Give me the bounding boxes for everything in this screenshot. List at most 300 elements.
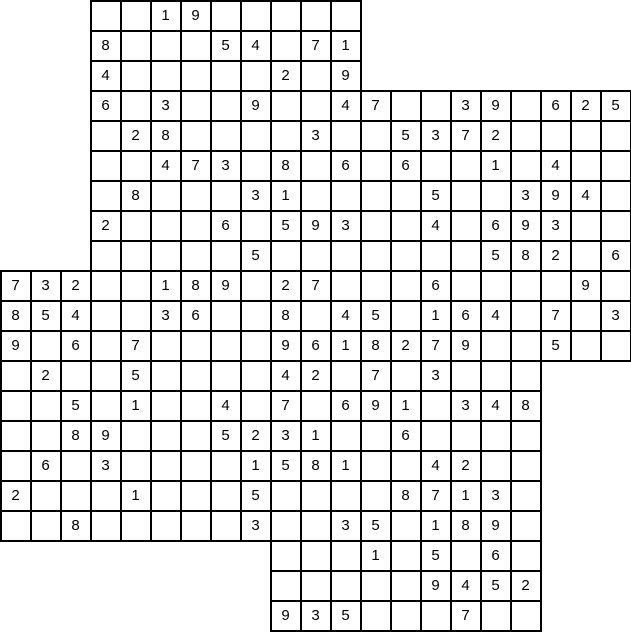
sudoku-cell[interactable] <box>421 91 451 121</box>
sudoku-cell[interactable] <box>121 1 151 31</box>
sudoku-cell[interactable]: 9 <box>571 271 601 301</box>
sudoku-cell[interactable] <box>91 391 121 421</box>
sudoku-cell[interactable]: 9 <box>421 571 451 601</box>
sudoku-cell[interactable]: 6 <box>481 541 511 571</box>
sudoku-cell[interactable] <box>91 151 121 181</box>
sudoku-cell[interactable]: 4 <box>271 361 301 391</box>
sudoku-cell[interactable]: 2 <box>541 241 571 271</box>
sudoku-cell[interactable] <box>181 91 211 121</box>
sudoku-cell[interactable] <box>121 451 151 481</box>
sudoku-cell[interactable]: 8 <box>151 121 181 151</box>
sudoku-cell[interactable]: 5 <box>241 481 271 511</box>
sudoku-cell[interactable] <box>361 481 391 511</box>
sudoku-cell[interactable] <box>421 391 451 421</box>
sudoku-cell[interactable] <box>301 301 331 331</box>
sudoku-cell[interactable] <box>391 301 421 331</box>
sudoku-cell[interactable]: 3 <box>31 271 61 301</box>
sudoku-cell[interactable]: 1 <box>361 541 391 571</box>
sudoku-cell[interactable] <box>301 61 331 91</box>
sudoku-cell[interactable]: 9 <box>481 511 511 541</box>
sudoku-cell[interactable]: 1 <box>331 451 361 481</box>
sudoku-cell[interactable] <box>391 361 421 391</box>
sudoku-cell[interactable] <box>331 241 361 271</box>
sudoku-cell[interactable] <box>601 271 631 301</box>
sudoku-cell[interactable] <box>241 391 271 421</box>
sudoku-cell[interactable]: 2 <box>271 271 301 301</box>
sudoku-cell[interactable]: 8 <box>1 301 31 331</box>
sudoku-cell[interactable]: 5 <box>481 241 511 271</box>
sudoku-cell[interactable] <box>151 361 181 391</box>
sudoku-cell[interactable]: 3 <box>511 181 541 211</box>
sudoku-cell[interactable]: 7 <box>541 301 571 331</box>
sudoku-cell[interactable] <box>511 601 541 631</box>
sudoku-cell[interactable] <box>241 151 271 181</box>
sudoku-cell[interactable]: 2 <box>61 271 91 301</box>
sudoku-cell[interactable] <box>301 151 331 181</box>
sudoku-cell[interactable]: 2 <box>121 121 151 151</box>
sudoku-cell[interactable]: 9 <box>271 601 301 631</box>
sudoku-cell[interactable] <box>181 361 211 391</box>
sudoku-cell[interactable]: 6 <box>481 211 511 241</box>
sudoku-cell[interactable]: 4 <box>481 391 511 421</box>
sudoku-cell[interactable] <box>211 481 241 511</box>
sudoku-cell[interactable]: 5 <box>601 91 631 121</box>
sudoku-cell[interactable] <box>301 571 331 601</box>
sudoku-cell[interactable]: 9 <box>451 331 481 361</box>
sudoku-cell[interactable] <box>241 121 271 151</box>
sudoku-cell[interactable]: 7 <box>301 271 331 301</box>
sudoku-cell[interactable] <box>421 241 451 271</box>
sudoku-cell[interactable]: 6 <box>451 301 481 331</box>
sudoku-cell[interactable] <box>121 241 151 271</box>
sudoku-cell[interactable] <box>331 1 361 31</box>
sudoku-cell[interactable] <box>91 241 121 271</box>
sudoku-cell[interactable] <box>181 241 211 271</box>
sudoku-cell[interactable]: 7 <box>361 91 391 121</box>
sudoku-cell[interactable] <box>481 601 511 631</box>
sudoku-cell[interactable]: 3 <box>211 151 241 181</box>
sudoku-cell[interactable] <box>421 421 451 451</box>
sudoku-cell[interactable] <box>121 271 151 301</box>
sudoku-cell[interactable]: 6 <box>541 91 571 121</box>
sudoku-cell[interactable]: 2 <box>511 571 541 601</box>
sudoku-cell[interactable]: 9 <box>211 271 241 301</box>
sudoku-cell[interactable] <box>511 481 541 511</box>
sudoku-cell[interactable] <box>391 181 421 211</box>
sudoku-cell[interactable] <box>301 481 331 511</box>
sudoku-cell[interactable]: 6 <box>421 271 451 301</box>
sudoku-cell[interactable]: 5 <box>271 211 301 241</box>
sudoku-cell[interactable] <box>151 511 181 541</box>
sudoku-cell[interactable] <box>361 571 391 601</box>
sudoku-cell[interactable]: 1 <box>121 391 151 421</box>
sudoku-cell[interactable] <box>361 271 391 301</box>
sudoku-cell[interactable] <box>571 301 601 331</box>
sudoku-cell[interactable] <box>481 271 511 301</box>
sudoku-cell[interactable] <box>421 601 451 631</box>
sudoku-cell[interactable]: 8 <box>181 271 211 301</box>
sudoku-cell[interactable]: 2 <box>571 91 601 121</box>
sudoku-cell[interactable]: 8 <box>361 331 391 361</box>
sudoku-cell[interactable] <box>181 511 211 541</box>
sudoku-cell[interactable]: 6 <box>331 151 361 181</box>
sudoku-cell[interactable]: 5 <box>541 331 571 361</box>
sudoku-cell[interactable] <box>211 121 241 151</box>
sudoku-cell[interactable]: 5 <box>331 601 361 631</box>
sudoku-cell[interactable]: 4 <box>451 571 481 601</box>
sudoku-cell[interactable] <box>481 451 511 481</box>
sudoku-cell[interactable] <box>361 181 391 211</box>
sudoku-cell[interactable]: 6 <box>601 241 631 271</box>
sudoku-cell[interactable]: 3 <box>301 121 331 151</box>
sudoku-cell[interactable]: 4 <box>211 391 241 421</box>
sudoku-cell[interactable] <box>151 451 181 481</box>
sudoku-cell[interactable] <box>331 421 361 451</box>
sudoku-cell[interactable] <box>391 241 421 271</box>
sudoku-cell[interactable]: 3 <box>241 181 271 211</box>
sudoku-cell[interactable]: 3 <box>481 481 511 511</box>
sudoku-cell[interactable] <box>511 451 541 481</box>
sudoku-cell[interactable]: 3 <box>421 361 451 391</box>
sudoku-cell[interactable] <box>421 151 451 181</box>
sudoku-cell[interactable]: 7 <box>451 601 481 631</box>
sudoku-cell[interactable]: 3 <box>91 451 121 481</box>
sudoku-cell[interactable]: 4 <box>481 301 511 331</box>
sudoku-cell[interactable] <box>361 601 391 631</box>
sudoku-cell[interactable]: 4 <box>421 451 451 481</box>
sudoku-cell[interactable]: 8 <box>391 481 421 511</box>
sudoku-cell[interactable] <box>331 571 361 601</box>
sudoku-cell[interactable] <box>1 511 31 541</box>
sudoku-cell[interactable] <box>301 91 331 121</box>
sudoku-cell[interactable] <box>451 151 481 181</box>
sudoku-cell[interactable]: 1 <box>421 511 451 541</box>
sudoku-cell[interactable]: 9 <box>271 331 301 361</box>
sudoku-cell[interactable] <box>271 31 301 61</box>
sudoku-cell[interactable] <box>541 271 571 301</box>
sudoku-cell[interactable] <box>121 31 151 61</box>
sudoku-cell[interactable]: 1 <box>331 331 361 361</box>
sudoku-cell[interactable] <box>151 31 181 61</box>
sudoku-cell[interactable]: 3 <box>541 211 571 241</box>
sudoku-cell[interactable] <box>391 511 421 541</box>
sudoku-cell[interactable]: 2 <box>91 211 121 241</box>
sudoku-cell[interactable] <box>271 511 301 541</box>
sudoku-cell[interactable]: 4 <box>241 31 271 61</box>
sudoku-cell[interactable] <box>211 91 241 121</box>
sudoku-cell[interactable]: 1 <box>121 481 151 511</box>
sudoku-cell[interactable]: 2 <box>451 451 481 481</box>
sudoku-cell[interactable]: 8 <box>511 391 541 421</box>
sudoku-cell[interactable]: 8 <box>121 181 151 211</box>
sudoku-cell[interactable] <box>331 361 361 391</box>
sudoku-cell[interactable]: 1 <box>421 301 451 331</box>
sudoku-cell[interactable] <box>271 121 301 151</box>
sudoku-cell[interactable] <box>151 61 181 91</box>
sudoku-cell[interactable]: 5 <box>421 541 451 571</box>
sudoku-cell[interactable] <box>271 481 301 511</box>
sudoku-cell[interactable]: 5 <box>481 571 511 601</box>
sudoku-cell[interactable]: 5 <box>361 511 391 541</box>
sudoku-cell[interactable] <box>391 571 421 601</box>
sudoku-cell[interactable] <box>571 331 601 361</box>
sudoku-cell[interactable] <box>391 451 421 481</box>
sudoku-cell[interactable]: 3 <box>151 91 181 121</box>
sudoku-cell[interactable]: 9 <box>511 211 541 241</box>
sudoku-cell[interactable] <box>451 241 481 271</box>
sudoku-cell[interactable]: 4 <box>151 151 181 181</box>
sudoku-cell[interactable] <box>451 181 481 211</box>
sudoku-cell[interactable] <box>301 241 331 271</box>
sudoku-cell[interactable]: 3 <box>421 121 451 151</box>
sudoku-cell[interactable] <box>241 1 271 31</box>
sudoku-cell[interactable] <box>511 361 541 391</box>
sudoku-cell[interactable] <box>91 301 121 331</box>
sudoku-cell[interactable] <box>511 121 541 151</box>
sudoku-cell[interactable] <box>301 1 331 31</box>
sudoku-cell[interactable] <box>481 181 511 211</box>
sudoku-cell[interactable] <box>331 271 361 301</box>
sudoku-cell[interactable] <box>211 1 241 31</box>
sudoku-cell[interactable]: 8 <box>91 31 121 61</box>
sudoku-cell[interactable] <box>181 391 211 421</box>
sudoku-cell[interactable] <box>211 511 241 541</box>
sudoku-cell[interactable] <box>481 331 511 361</box>
sudoku-cell[interactable]: 9 <box>91 421 121 451</box>
sudoku-cell[interactable]: 5 <box>271 451 301 481</box>
sudoku-cell[interactable]: 8 <box>451 511 481 541</box>
sudoku-cell[interactable] <box>121 151 151 181</box>
sudoku-cell[interactable] <box>151 481 181 511</box>
sudoku-cell[interactable] <box>301 391 331 421</box>
sudoku-cell[interactable] <box>511 151 541 181</box>
sudoku-cell[interactable] <box>481 421 511 451</box>
sudoku-cell[interactable] <box>511 301 541 331</box>
sudoku-cell[interactable]: 5 <box>31 301 61 331</box>
sudoku-cell[interactable] <box>301 541 331 571</box>
sudoku-cell[interactable] <box>121 421 151 451</box>
sudoku-cell[interactable]: 2 <box>1 481 31 511</box>
sudoku-cell[interactable] <box>151 241 181 271</box>
sudoku-cell[interactable]: 5 <box>211 31 241 61</box>
sudoku-cell[interactable] <box>391 91 421 121</box>
sudoku-cell[interactable] <box>61 481 91 511</box>
sudoku-cell[interactable]: 9 <box>241 91 271 121</box>
sudoku-cell[interactable]: 6 <box>31 451 61 481</box>
sudoku-cell[interactable]: 8 <box>301 451 331 481</box>
sudoku-cell[interactable]: 6 <box>391 151 421 181</box>
sudoku-cell[interactable]: 7 <box>451 121 481 151</box>
sudoku-cell[interactable] <box>91 361 121 391</box>
sudoku-cell[interactable]: 1 <box>151 1 181 31</box>
sudoku-cell[interactable]: 1 <box>481 151 511 181</box>
sudoku-cell[interactable]: 6 <box>211 211 241 241</box>
sudoku-cell[interactable] <box>91 1 121 31</box>
sudoku-cell[interactable] <box>121 211 151 241</box>
sudoku-cell[interactable] <box>151 421 181 451</box>
sudoku-cell[interactable] <box>121 511 151 541</box>
sudoku-cell[interactable]: 2 <box>301 361 331 391</box>
sudoku-cell[interactable] <box>451 271 481 301</box>
sudoku-cell[interactable]: 9 <box>181 1 211 31</box>
sudoku-cell[interactable] <box>91 511 121 541</box>
sudoku-cell[interactable]: 1 <box>271 181 301 211</box>
sudoku-cell[interactable]: 7 <box>421 481 451 511</box>
sudoku-cell[interactable] <box>331 481 361 511</box>
sudoku-cell[interactable] <box>511 271 541 301</box>
sudoku-cell[interactable]: 4 <box>61 301 91 331</box>
sudoku-cell[interactable] <box>451 541 481 571</box>
sudoku-cell[interactable]: 5 <box>421 181 451 211</box>
sudoku-cell[interactable] <box>511 421 541 451</box>
sudoku-cell[interactable] <box>181 61 211 91</box>
sudoku-cell[interactable]: 5 <box>361 301 391 331</box>
sudoku-cell[interactable] <box>181 211 211 241</box>
sudoku-cell[interactable] <box>31 331 61 361</box>
sudoku-cell[interactable]: 2 <box>481 121 511 151</box>
sudoku-cell[interactable]: 2 <box>271 61 301 91</box>
sudoku-cell[interactable]: 3 <box>451 91 481 121</box>
sudoku-cell[interactable] <box>211 61 241 91</box>
sudoku-cell[interactable] <box>241 301 271 331</box>
sudoku-cell[interactable]: 8 <box>61 421 91 451</box>
sudoku-cell[interactable] <box>571 211 601 241</box>
sudoku-cell[interactable]: 6 <box>181 301 211 331</box>
sudoku-cell[interactable] <box>541 121 571 151</box>
sudoku-cell[interactable] <box>271 541 301 571</box>
sudoku-cell[interactable] <box>481 361 511 391</box>
sudoku-cell[interactable]: 7 <box>301 31 331 61</box>
sudoku-cell[interactable]: 7 <box>181 151 211 181</box>
sudoku-cell[interactable] <box>91 481 121 511</box>
sudoku-cell[interactable] <box>151 391 181 421</box>
sudoku-cell[interactable] <box>91 331 121 361</box>
sudoku-cell[interactable] <box>451 211 481 241</box>
sudoku-cell[interactable] <box>451 421 481 451</box>
sudoku-cell[interactable] <box>211 331 241 361</box>
sudoku-cell[interactable]: 7 <box>1 271 31 301</box>
sudoku-cell[interactable]: 5 <box>61 391 91 421</box>
sudoku-cell[interactable]: 6 <box>91 91 121 121</box>
sudoku-cell[interactable]: 1 <box>451 481 481 511</box>
sudoku-cell[interactable] <box>181 121 211 151</box>
sudoku-cell[interactable]: 1 <box>391 391 421 421</box>
sudoku-cell[interactable] <box>241 211 271 241</box>
sudoku-cell[interactable] <box>601 181 631 211</box>
sudoku-cell[interactable] <box>151 211 181 241</box>
sudoku-cell[interactable] <box>451 361 481 391</box>
sudoku-cell[interactable] <box>151 181 181 211</box>
sudoku-cell[interactable]: 3 <box>301 601 331 631</box>
sudoku-cell[interactable]: 3 <box>451 391 481 421</box>
sudoku-cell[interactable]: 2 <box>241 421 271 451</box>
sudoku-cell[interactable] <box>181 331 211 361</box>
sudoku-cell[interactable]: 9 <box>541 181 571 211</box>
sudoku-cell[interactable] <box>241 61 271 91</box>
sudoku-cell[interactable]: 3 <box>331 511 361 541</box>
sudoku-cell[interactable] <box>91 271 121 301</box>
sudoku-cell[interactable]: 7 <box>271 391 301 421</box>
sudoku-cell[interactable]: 3 <box>601 301 631 331</box>
sudoku-cell[interactable] <box>301 181 331 211</box>
sudoku-cell[interactable] <box>361 151 391 181</box>
sudoku-cell[interactable] <box>601 121 631 151</box>
sudoku-cell[interactable] <box>61 451 91 481</box>
sudoku-cell[interactable] <box>391 211 421 241</box>
sudoku-cell[interactable] <box>241 271 271 301</box>
sudoku-cell[interactable]: 5 <box>211 421 241 451</box>
sudoku-cell[interactable] <box>241 331 271 361</box>
sudoku-cell[interactable]: 9 <box>481 91 511 121</box>
sudoku-cell[interactable] <box>211 451 241 481</box>
sudoku-cell[interactable]: 9 <box>331 61 361 91</box>
sudoku-cell[interactable]: 7 <box>421 331 451 361</box>
sudoku-cell[interactable]: 5 <box>391 121 421 151</box>
sudoku-cell[interactable] <box>1 361 31 391</box>
sudoku-cell[interactable] <box>361 211 391 241</box>
sudoku-cell[interactable] <box>31 511 61 541</box>
sudoku-cell[interactable] <box>271 571 301 601</box>
sudoku-cell[interactable]: 2 <box>31 361 61 391</box>
sudoku-cell[interactable] <box>331 121 361 151</box>
sudoku-cell[interactable]: 1 <box>331 31 361 61</box>
sudoku-cell[interactable]: 4 <box>541 151 571 181</box>
sudoku-cell[interactable] <box>121 91 151 121</box>
sudoku-cell[interactable] <box>31 391 61 421</box>
sudoku-cell[interactable] <box>181 421 211 451</box>
sudoku-cell[interactable] <box>601 151 631 181</box>
sudoku-cell[interactable]: 4 <box>91 61 121 91</box>
sudoku-cell[interactable]: 8 <box>61 511 91 541</box>
sudoku-cell[interactable]: 6 <box>301 331 331 361</box>
sudoku-cell[interactable]: 8 <box>271 301 301 331</box>
sudoku-cell[interactable] <box>271 1 301 31</box>
sudoku-cell[interactable]: 8 <box>511 241 541 271</box>
sudoku-cell[interactable]: 2 <box>391 331 421 361</box>
sudoku-cell[interactable]: 1 <box>301 421 331 451</box>
sudoku-cell[interactable] <box>361 121 391 151</box>
sudoku-cell[interactable] <box>1 391 31 421</box>
sudoku-cell[interactable] <box>511 541 541 571</box>
sudoku-cell[interactable]: 4 <box>331 301 361 331</box>
sudoku-cell[interactable] <box>91 121 121 151</box>
sudoku-cell[interactable]: 9 <box>301 211 331 241</box>
sudoku-cell[interactable]: 9 <box>1 331 31 361</box>
sudoku-cell[interactable] <box>571 121 601 151</box>
sudoku-cell[interactable] <box>1 421 31 451</box>
sudoku-cell[interactable]: 7 <box>361 361 391 391</box>
sudoku-cell[interactable] <box>241 361 271 391</box>
sudoku-cell[interactable]: 5 <box>121 361 151 391</box>
sudoku-cell[interactable] <box>31 421 61 451</box>
sudoku-cell[interactable]: 8 <box>271 151 301 181</box>
sudoku-cell[interactable] <box>271 241 301 271</box>
sudoku-cell[interactable]: 6 <box>331 391 361 421</box>
sudoku-cell[interactable]: 7 <box>121 331 151 361</box>
sudoku-cell[interactable]: 4 <box>571 181 601 211</box>
sudoku-cell[interactable]: 6 <box>61 331 91 361</box>
sudoku-cell[interactable] <box>211 301 241 331</box>
sudoku-cell[interactable] <box>511 91 541 121</box>
sudoku-cell[interactable]: 3 <box>271 421 301 451</box>
sudoku-cell[interactable] <box>391 541 421 571</box>
sudoku-cell[interactable] <box>361 421 391 451</box>
sudoku-cell[interactable] <box>331 541 361 571</box>
sudoku-cell[interactable] <box>1 451 31 481</box>
sudoku-cell[interactable]: 1 <box>151 271 181 301</box>
sudoku-cell[interactable] <box>301 511 331 541</box>
sudoku-cell[interactable]: 3 <box>241 511 271 541</box>
